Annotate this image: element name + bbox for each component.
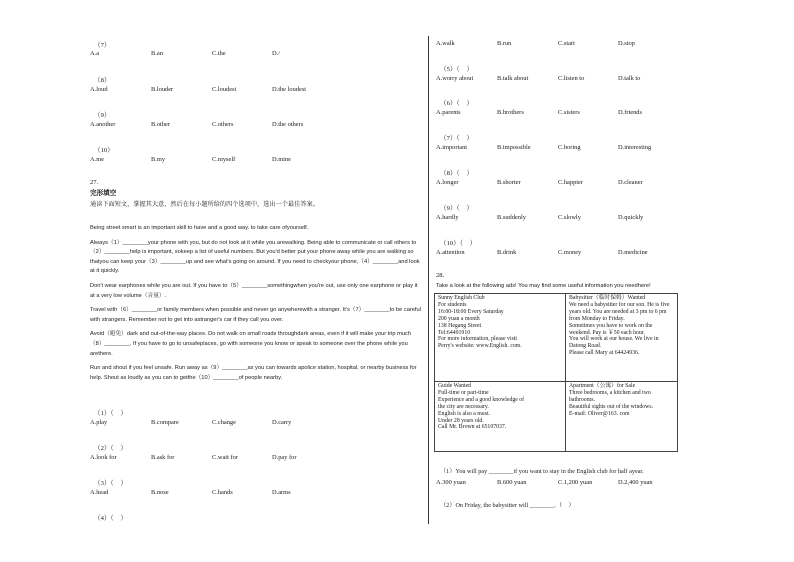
option-a[interactable]: A.attention bbox=[436, 249, 465, 256]
cloze-passage bbox=[90, 224, 422, 383]
option-b[interactable]: B.suddenly bbox=[497, 214, 526, 221]
option-c[interactable]: C.the bbox=[212, 50, 226, 57]
passage-paragraph: Travel with（6）________or family members when possible and never go anywherewith a stranger. It's（7）________to be careful with strangers. Remember not to get into astranger's car if they call you over. bbox=[90, 307, 421, 323]
ad-line: Datong Road. bbox=[569, 343, 602, 350]
option-a[interactable]: A.parents bbox=[436, 109, 461, 116]
ad-line: from Monday to Friday. bbox=[569, 315, 625, 322]
option-c[interactable]: C.wait for bbox=[212, 454, 238, 461]
passage-paragraph: Always（1）________your phone with you, but do not look at it while you arewalking. Being able to communicate or call others to（2）________help is important, sokeep a list of useful numbers. But you'd better put your phone away while you are walking so thatyou can keep your（3）________up and see what's going on around. If you need to checkyour phone,（4）________and look at it quickly. bbox=[90, 239, 420, 275]
option-d[interactable]: D./ bbox=[272, 50, 280, 57]
option-a[interactable]: A.worry about bbox=[436, 75, 474, 82]
option-c[interactable]: C.start bbox=[558, 40, 575, 47]
ad-line: years old. You are needed at 3 pm to 6 pm bbox=[569, 308, 667, 315]
ad-line: Perry's website: www.English. com. bbox=[438, 343, 522, 350]
option-d[interactable]: D.2,400 yuan bbox=[618, 479, 653, 486]
option-a[interactable]: A.another bbox=[90, 121, 116, 128]
option-c[interactable]: C.hands bbox=[212, 489, 233, 496]
question-number: （7） bbox=[94, 42, 111, 49]
section-instruction: 通读下面短文，掌握其大意，然后在每小题所给的四个选项中，选出一个最佳答案。 bbox=[90, 201, 319, 208]
ad-line: For more information, please visit bbox=[438, 336, 518, 343]
ad-line: Please call Mary at 64424936. bbox=[569, 350, 640, 357]
option-c[interactable]: C.slowly bbox=[558, 214, 581, 221]
question-number: （9） bbox=[94, 112, 111, 119]
option-b[interactable]: B.my bbox=[151, 156, 166, 163]
option-a[interactable]: A.head bbox=[90, 489, 109, 496]
option-d[interactable]: D.pay for bbox=[272, 454, 297, 461]
column-divider bbox=[428, 36, 429, 524]
option-a[interactable]: A.a bbox=[90, 50, 100, 57]
option-d[interactable]: D.medicine bbox=[618, 249, 648, 256]
option-c[interactable]: C.happier bbox=[558, 179, 584, 186]
option-d[interactable]: D.interesting bbox=[618, 144, 652, 151]
option-c[interactable]: C.sisters bbox=[558, 109, 580, 116]
ad-line: Three bedrooms, a kitchen and two bbox=[569, 389, 651, 396]
option-d[interactable]: D.stop bbox=[618, 40, 635, 47]
section-number: 27. bbox=[90, 179, 99, 186]
question-number: （1）（ ） bbox=[94, 410, 127, 417]
ad-line: We need a babysitter for our son. He is five bbox=[569, 301, 670, 308]
question-number: （4）（ ） bbox=[94, 515, 127, 522]
option-b[interactable]: B.an bbox=[151, 50, 163, 57]
ad-line: Under 28 years old. bbox=[438, 417, 484, 424]
section-number: 28. bbox=[436, 272, 445, 279]
question-number: （9）（ ） bbox=[440, 205, 473, 212]
option-c[interactable]: C.change bbox=[212, 419, 236, 426]
option-b[interactable]: B.nose bbox=[151, 489, 169, 496]
ad-guide bbox=[435, 382, 566, 452]
option-b[interactable]: B.impossible bbox=[497, 144, 531, 151]
option-a[interactable]: A.loud bbox=[90, 86, 108, 93]
ads-table bbox=[434, 293, 678, 452]
ad-line: Tel:64491910 bbox=[438, 329, 471, 336]
option-c[interactable]: C.listen to bbox=[558, 75, 585, 82]
option-c[interactable]: C.myself bbox=[212, 156, 236, 163]
option-c[interactable]: C.others bbox=[212, 121, 234, 128]
option-b[interactable]: B.600 yuan bbox=[497, 479, 527, 486]
ad-title: Sunny English Club bbox=[438, 295, 485, 301]
ad-line: 138 Hegang Street bbox=[438, 322, 482, 329]
ad-babysitter bbox=[566, 294, 678, 382]
ad-line: Sometimes you have to work on the bbox=[569, 322, 653, 329]
option-b[interactable]: B.talk about bbox=[497, 75, 529, 82]
ad-title: Guide Wanted bbox=[438, 383, 472, 389]
option-a[interactable]: A.play bbox=[90, 419, 108, 426]
ad-line: For students bbox=[438, 301, 467, 308]
option-c[interactable]: C.loudest bbox=[212, 86, 237, 93]
ad-line: English is also a must. bbox=[438, 410, 491, 417]
option-b[interactable]: B.drink bbox=[497, 249, 517, 256]
option-b[interactable]: B.ask for bbox=[151, 454, 175, 461]
option-d[interactable]: D.cleaner bbox=[618, 179, 643, 186]
option-d[interactable]: D.carry bbox=[272, 419, 292, 426]
ad-title: Babysitter（临时保姆）Wanted bbox=[569, 295, 646, 301]
option-c[interactable]: C.1,200 yuan bbox=[558, 479, 593, 486]
option-d[interactable]: D.the loudest bbox=[272, 86, 307, 93]
ad-line: Full-time or part-time bbox=[438, 389, 489, 396]
passage-paragraph: Run and shout if you feel unsafe. Run away as（9）________as you can towards apolice station, hospital, or nearby business for help. Shout as loudly as you can to getthe（10）________of people nearby. bbox=[90, 365, 417, 381]
ad-english-club bbox=[435, 294, 566, 382]
question-number: （10） bbox=[94, 147, 114, 154]
question-number: （5）（ ） bbox=[440, 66, 473, 73]
option-d[interactable]: D.quickly bbox=[618, 214, 644, 221]
question-number: （8）（ ） bbox=[440, 170, 473, 177]
option-b[interactable]: B.louder bbox=[151, 86, 174, 93]
option-b[interactable]: B.brothers bbox=[497, 109, 524, 116]
question-number: （7）（ ） bbox=[440, 135, 473, 142]
section-title: 完形填空 bbox=[90, 190, 117, 197]
ad-apartment bbox=[566, 382, 678, 452]
option-b[interactable]: B.other bbox=[151, 121, 170, 128]
ad-line: bathrooms. bbox=[569, 396, 595, 403]
option-c[interactable]: C.boring bbox=[558, 144, 581, 151]
option-d[interactable]: D.the others bbox=[272, 121, 304, 128]
left-column bbox=[88, 0, 420, 562]
option-a[interactable]: A.look for bbox=[90, 454, 117, 461]
option-b[interactable]: B.shorter bbox=[497, 179, 521, 186]
option-a[interactable]: A.hardly bbox=[436, 214, 459, 221]
question-number: （6）（ ） bbox=[440, 100, 473, 107]
question-number: （10）（ ） bbox=[440, 240, 477, 247]
ad-line: You will work at our house. We live in bbox=[569, 336, 659, 343]
option-d[interactable]: D.arms bbox=[272, 489, 291, 496]
question-number: （2）（ ） bbox=[94, 445, 127, 452]
option-b[interactable]: B.run bbox=[497, 40, 512, 47]
question-number: （2）On Friday, the babysitter will ________.（ ） bbox=[440, 502, 575, 509]
option-b[interactable]: B.compare bbox=[151, 419, 179, 426]
right-column bbox=[434, 0, 734, 562]
option-d[interactable]: D.friends bbox=[618, 109, 642, 116]
question-number: （8） bbox=[94, 77, 111, 84]
ad-line: 16:00-18:00 Every Saturday bbox=[438, 308, 504, 315]
ad-line: Experience and a good knowledge of bbox=[438, 396, 525, 403]
ad-line: the city are necessary. bbox=[438, 403, 489, 410]
question-number: （1）You will pay ________if you want to stay in the English club for half ayear. bbox=[440, 468, 644, 475]
section-intro: Take a look at the following ads! You may find some useful information you needhere! bbox=[436, 283, 651, 289]
passage-paragraph: Being street smart is an important skill to have and a good way. to take care ofyourself. bbox=[90, 225, 309, 231]
ad-title: Apartment（公寓）for Sale bbox=[569, 383, 636, 389]
ad-line: Beautiful sights out of the windows. bbox=[569, 403, 654, 410]
option-d[interactable]: D.mine bbox=[272, 156, 291, 163]
option-a[interactable]: A.important bbox=[436, 144, 468, 151]
ad-line: 200 yuan a month bbox=[438, 315, 480, 322]
option-a[interactable]: A.300 yuan bbox=[436, 479, 466, 486]
option-a[interactable]: A.me bbox=[90, 156, 105, 163]
passage-paragraph: Avoid（避免）dark and out-of-the-way places. Do not walk on small roads throughdark areas, even if it will make your trip much（8）________. If you have to go to unsafeplaces, go with someone you know or speak to someone over the phone while you arethere. bbox=[90, 331, 412, 357]
option-a[interactable]: A.walk bbox=[436, 40, 455, 47]
ad-line: E-mail: Oliver@163. com bbox=[569, 410, 630, 417]
passage-paragraph: Don't wear earphones while you are out. If you have to（5）________somethingwhen you're out, use only one earphone or play it at a very low volume（音量）. bbox=[90, 282, 418, 299]
option-d[interactable]: D.talk to bbox=[618, 75, 641, 82]
ad-line: weekend. Pay is ￥50 each hour. bbox=[569, 329, 645, 336]
ad-line: Call Mr. Brown at 65107037. bbox=[438, 424, 507, 431]
question-number: （3）（ ） bbox=[94, 480, 127, 487]
option-a[interactable]: A.longer bbox=[436, 179, 459, 186]
option-c[interactable]: C.money bbox=[558, 249, 582, 256]
